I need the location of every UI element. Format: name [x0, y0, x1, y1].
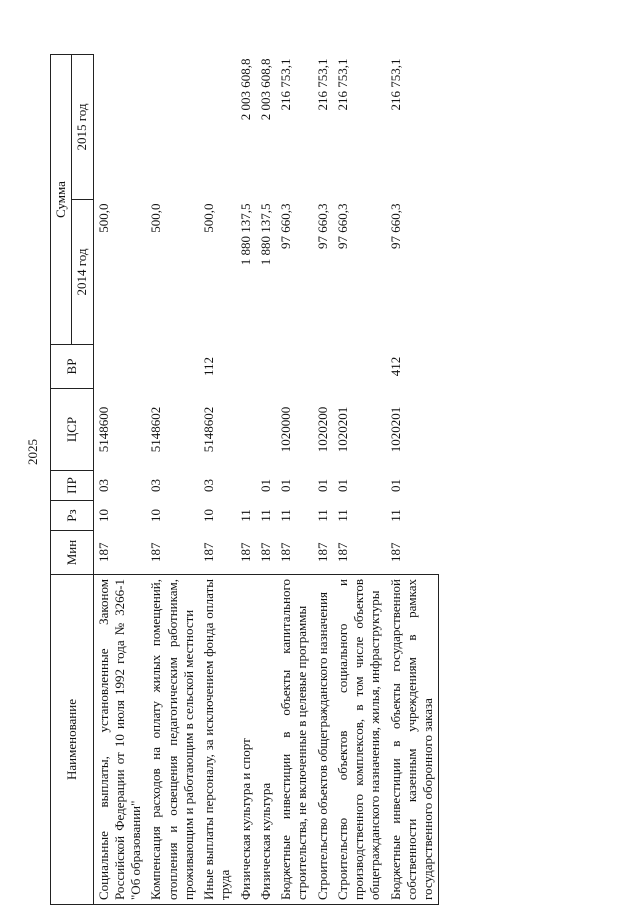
row-sum-2014: 97 660,3	[387, 203, 403, 249]
row-name: Физическая культура и спорт	[236, 575, 256, 905]
row-pr	[236, 471, 256, 501]
row-min: 187	[314, 542, 330, 562]
row-name: Социальные выплаты, установленные Законом Российской Федерации от 10 июля 1992 года № 3266-1 "Об образовании"	[93, 575, 146, 905]
row-rz: 10	[148, 509, 164, 522]
row-vr: 112	[201, 356, 216, 377]
row-name: Иные выплаты персоналу, за исключением фонда оплаты труда	[199, 575, 236, 905]
row-pr: 01	[314, 479, 330, 492]
row-vr	[256, 345, 276, 389]
row-name: Строительство объектов социального и производственного комплексов, в том числе объектов общегражданского назначения, жилья, инфраструктуры	[333, 575, 386, 905]
row-vr	[93, 345, 146, 389]
row-sum-2014: 97 660,3	[278, 203, 293, 249]
table-row	[313, 55, 333, 905]
table-row	[236, 55, 256, 905]
row-pr: 01	[387, 479, 403, 492]
row-sum-2014: 97 660,3	[314, 203, 330, 249]
table-row	[199, 55, 236, 905]
row-pr: 03	[148, 479, 164, 492]
header-rz: Рз	[51, 501, 94, 531]
header-name: Наименование	[51, 575, 94, 905]
row-vr	[146, 345, 199, 389]
header-csr: ЦСР	[51, 389, 94, 471]
row-pr: 03	[95, 479, 111, 492]
header-pr: ПР	[51, 471, 94, 501]
budget-table-sheet	[50, 55, 605, 905]
row-sum-2014: 1 880 137,5	[257, 203, 273, 266]
row-rz: 11	[257, 509, 273, 522]
table-row	[146, 55, 199, 905]
row-csr: 5148600	[95, 406, 111, 453]
header-min: Мин	[51, 531, 94, 575]
row-name: Компенсация расходов на оплату жилых помещений, отопления и освещения педагогическим работникам, проживающим и работающим в сельской местности	[146, 575, 199, 905]
row-sum-2014: 1 880 137,5	[237, 203, 253, 266]
row-pr: 03	[201, 479, 216, 492]
row-sum-2015: 2 003 608,8	[237, 58, 253, 121]
row-min: 187	[387, 542, 403, 562]
row-min: 187	[237, 542, 253, 562]
row-csr: 1020201	[387, 406, 403, 453]
row-vr	[276, 345, 313, 389]
header-vr: ВР	[51, 345, 94, 389]
row-name: Бюджетные инвестиции в объекты капитального строительства, не включенные в целевые программы	[276, 575, 313, 905]
budget-table	[50, 54, 439, 905]
row-min: 187	[95, 542, 111, 562]
row-csr	[256, 389, 276, 471]
row-sum-2015: 216 753,1	[387, 58, 403, 111]
header-sum: Сумма	[51, 55, 72, 345]
row-min: 187	[278, 542, 293, 562]
row-name: Бюджетные инвестиции в объекты государственной собственности казенным учреждениям в рамках государственного оборонного заказа	[386, 575, 439, 905]
row-csr: 1020200	[314, 406, 330, 453]
table-row	[256, 55, 276, 905]
row-sum-2014: 500,0	[95, 203, 111, 233]
row-sum-2015: 216 753,1	[278, 58, 293, 111]
table-row	[386, 55, 439, 905]
row-rz: 11	[314, 509, 330, 522]
row-sum-2015	[93, 55, 146, 200]
row-rz: 11	[278, 509, 293, 522]
row-min: 187	[148, 542, 164, 562]
row-sum-2015: 216 753,1	[314, 58, 330, 111]
row-csr: 1020201	[334, 406, 350, 453]
row-rz: 11	[237, 509, 253, 522]
row-rz: 10	[201, 509, 216, 522]
row-csr: 5148602	[148, 406, 164, 453]
row-csr	[236, 389, 256, 471]
row-min: 187	[201, 542, 216, 562]
page-number: 2025	[25, 439, 40, 465]
row-csr: 5148602	[201, 406, 216, 453]
row-pr: 01	[278, 479, 293, 492]
row-min: 187	[257, 542, 273, 562]
row-rz: 10	[95, 509, 111, 522]
row-vr: 412	[387, 356, 403, 377]
row-sum-2015: 216 753,1	[334, 58, 350, 111]
row-name: Физическая культура	[256, 575, 276, 905]
row-name: Строительство объектов общегражданского назначения	[313, 575, 333, 905]
row-sum-2014: 97 660,3	[334, 203, 350, 249]
row-rz: 11	[387, 509, 403, 522]
row-vr	[333, 345, 386, 389]
header-year-2015: 2015 год	[72, 55, 93, 200]
table-row	[93, 55, 146, 905]
row-sum-2014: 500,0	[148, 203, 164, 233]
row-sum-2014: 500,0	[201, 203, 216, 233]
header-year-2014: 2014 год	[72, 200, 93, 345]
table-row	[333, 55, 386, 905]
row-vr	[236, 345, 256, 389]
row-vr	[313, 345, 333, 389]
row-rz: 11	[334, 509, 350, 522]
row-min: 187	[334, 542, 350, 562]
row-sum-2015	[199, 55, 236, 200]
row-sum-2015	[146, 55, 199, 200]
row-sum-2015: 2 003 608,8	[257, 58, 273, 121]
row-csr: 1020000	[278, 406, 293, 453]
table-row	[276, 55, 313, 905]
row-pr: 01	[334, 479, 350, 492]
row-pr: 01	[257, 479, 273, 492]
